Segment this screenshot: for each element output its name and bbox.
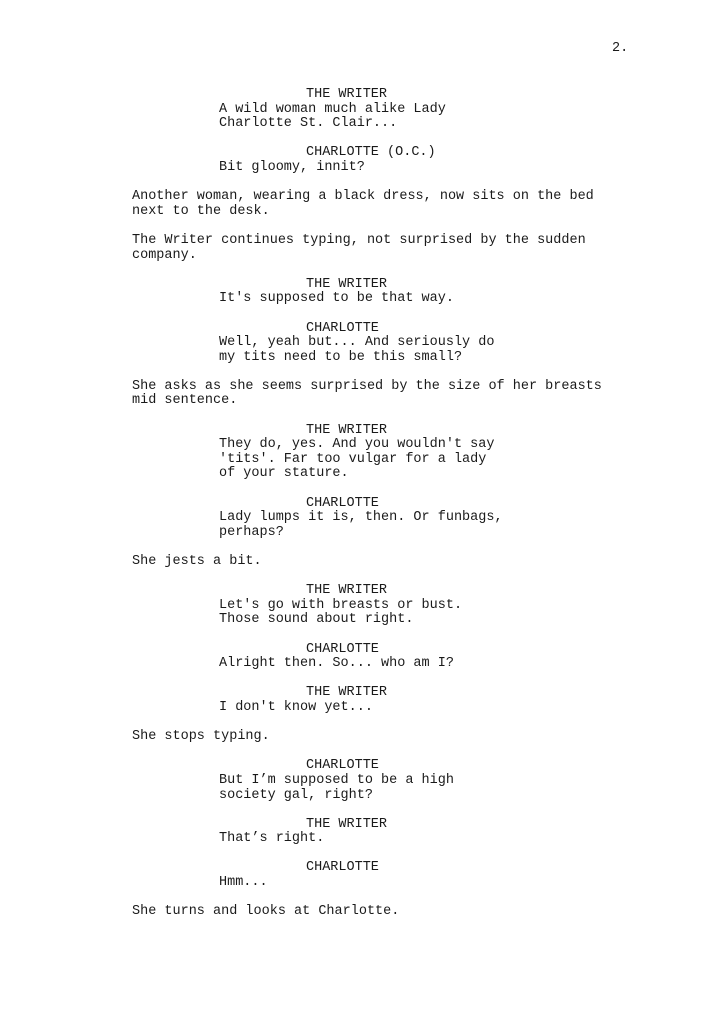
action-line: mid sentence. (132, 393, 238, 409)
dialogue-line: 'tits'. Far too vulgar for a lady (219, 451, 487, 467)
dialogue-line: my tits need to be this small? (219, 349, 463, 365)
action-line: company. (132, 247, 197, 263)
character-name: THE WRITER (306, 583, 388, 599)
dialogue-line: of your stature. (219, 466, 349, 482)
dialogue-line: Bit gloomy, innit? (219, 159, 365, 175)
dialogue-text (0, 599, 724, 628)
dialogue-text (0, 876, 724, 891)
dialogue-block (0, 686, 724, 715)
dialogue-text (0, 701, 724, 716)
dialogue-line: I don't know yet... (219, 699, 373, 715)
page-number: 2. (612, 41, 629, 56)
dialogue-line: Hmm... (219, 875, 268, 891)
dialogue-block (0, 424, 724, 482)
dialogue-line: Lady lumps it is, then. Or funbags, (219, 510, 503, 526)
dialogue-line: Charlotte St. Clair... (219, 116, 398, 132)
character-name: CHARLOTTE (306, 758, 379, 774)
action-line: She turns and looks at Charlotte. (132, 904, 400, 920)
dialogue-block (0, 759, 724, 803)
action-block (132, 234, 632, 263)
dialogue-text (0, 161, 724, 176)
action-line: She stops typing. (132, 729, 270, 745)
action-line: The Writer continues typing, not surprised by the sudden (132, 232, 586, 248)
character-name: CHARLOTTE (306, 860, 379, 876)
dialogue-text (0, 774, 724, 803)
dialogue-block (0, 278, 724, 307)
dialogue-line: perhaps? (219, 524, 284, 540)
dialogue-line: Let's go with breasts or bust. (219, 597, 463, 613)
screenplay-body (0, 88, 724, 934)
character-name: THE WRITER (306, 816, 388, 832)
character-name: THE WRITER (306, 422, 388, 438)
action-line: Another woman, wearing a black dress, now sits on the bed (132, 189, 594, 205)
dialogue-text (0, 511, 724, 540)
dialogue-line: That’s right. (219, 831, 325, 847)
action-line: She jests a bit. (132, 554, 262, 569)
action-block (132, 905, 632, 920)
dialogue-line: society gal, right? (219, 787, 373, 803)
dialogue-line: Alright then. So... who am I? (219, 656, 454, 672)
action-block (132, 190, 632, 219)
action-line: next to the desk. (132, 203, 270, 219)
dialogue-block (0, 584, 724, 628)
dialogue-text (0, 438, 724, 482)
dialogue-text (0, 657, 724, 672)
character-name: THE WRITER (306, 87, 388, 102)
character-name: CHARLOTTE (306, 495, 379, 511)
character-name: CHARLOTTE (O.C.) (306, 145, 436, 161)
dialogue-block (0, 818, 724, 847)
dialogue-text (0, 336, 724, 365)
dialogue-block (0, 861, 724, 890)
dialogue-text (0, 832, 724, 847)
action-line: She asks as she seems surprised by the size of her breasts (132, 378, 602, 394)
dialogue-line: Those sound about right. (219, 612, 414, 628)
character-name: CHARLOTTE (306, 641, 379, 657)
character-name: CHARLOTTE (306, 320, 379, 336)
dialogue-text (0, 103, 724, 132)
dialogue-line: Well, yeah but... And seriously do (219, 335, 495, 351)
dialogue-block (0, 146, 724, 175)
character-name: THE WRITER (306, 685, 388, 701)
action-block (132, 730, 632, 745)
dialogue-block (0, 643, 724, 672)
dialogue-text (0, 292, 724, 307)
dialogue-block (0, 322, 724, 366)
character-name: THE WRITER (306, 276, 388, 292)
action-block (132, 380, 632, 409)
dialogue-block (0, 497, 724, 541)
dialogue-line: But I’m supposed to be a high (219, 772, 454, 788)
dialogue-line: It's supposed to be that way. (219, 291, 454, 307)
dialogue-line: A wild woman much alike Lady (219, 101, 446, 117)
dialogue-line: They do, yes. And you wouldn't say (219, 437, 495, 453)
dialogue-block (0, 88, 724, 132)
action-block (132, 555, 632, 570)
